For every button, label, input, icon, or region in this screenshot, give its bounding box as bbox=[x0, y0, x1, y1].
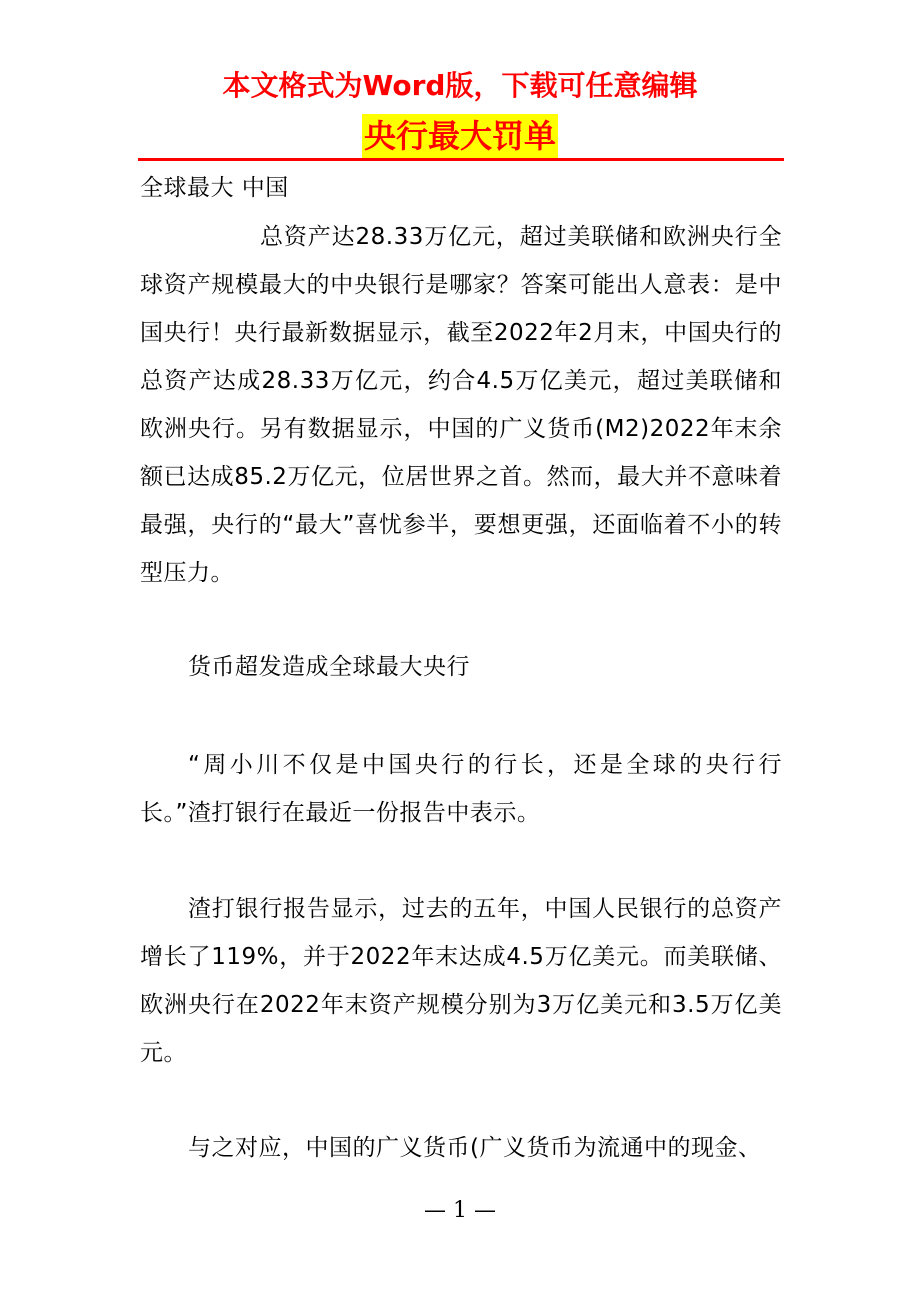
title-wrapper bbox=[0, 114, 920, 158]
format-banner: 本文格式为Word版，下载可任意编辑 bbox=[222, 69, 698, 102]
paragraph: 与之对应，中国的广义货币(广义货币为流通中的现金、 bbox=[188, 1135, 762, 1161]
paragraph: 渣打银行报告显示，过去的五年，中国人民银行的总资产增长了119%，并于2022年末达成4.5万亿美元。而美联储、欧洲央行在2022年末资产规模分别为3万亿美元和3.5万亿美元。 bbox=[140, 896, 782, 1066]
title-divider bbox=[138, 158, 784, 161]
paragraph: 总资产达28.33万亿元，超过美联储和欧洲央行全球资产规模最大的中央银行是哪家？答案可能出人意表：是中国央行！央行最新数据显示，截至2022年2月末，中国央行的总资产达成28.33万亿元，约合4.5万亿美元，超过美联储和欧洲央行。另有数据显示，中国的广义货币(M2)2022年末余额已达成85.2万亿元，位居世界之首。然而，最大并不意味着最强，央行的“最大”喜忧参半，要想更强，还面临着不小的转型压力。 bbox=[140, 224, 782, 586]
subheading: 货币超发造成全球最大央行 bbox=[188, 654, 470, 680]
section-header: 全球最大 中国 bbox=[140, 175, 289, 201]
document-title: 央行最大罚单 bbox=[362, 114, 558, 158]
page-number: — 1 — bbox=[424, 1198, 496, 1223]
paragraph: “周小川不仅是中国央行的行长，还是全球的央行行长。”渣打银行在最近一份报告中表示。 bbox=[140, 752, 782, 826]
